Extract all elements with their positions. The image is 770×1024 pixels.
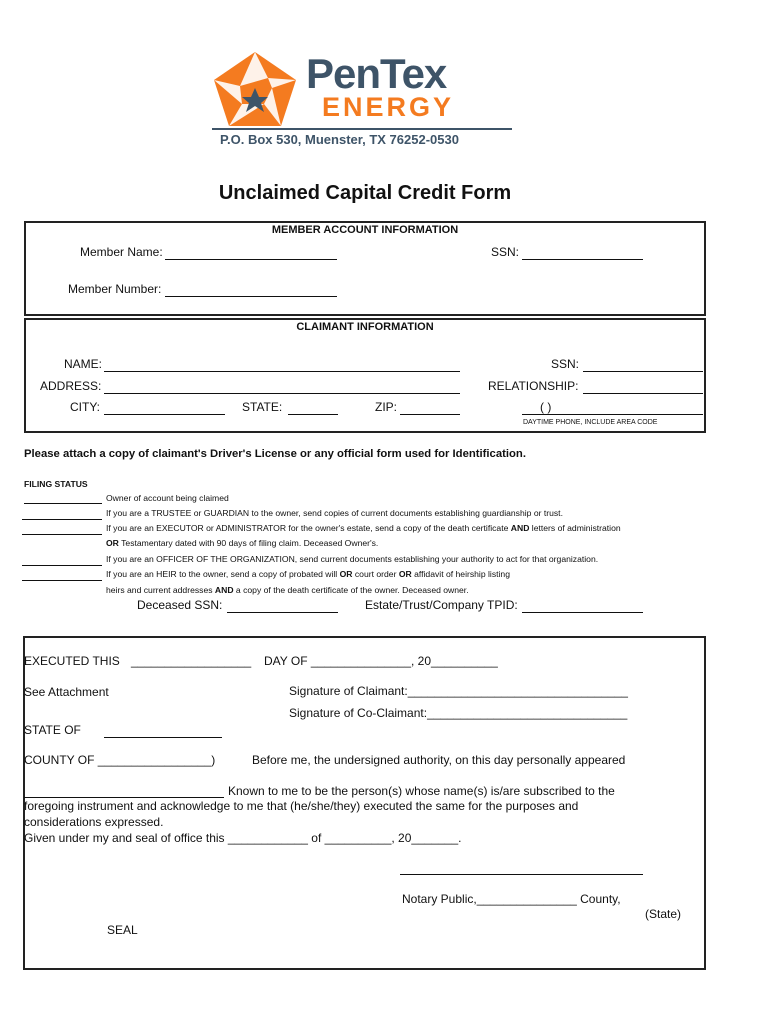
- filing-heir-text-f: heirs and current addresses: [106, 585, 215, 595]
- claimant-state-field[interactable]: [288, 414, 338, 415]
- claimant-phone-caption: DAYTIME PHONE, INCLUDE AREA CODE: [523, 419, 658, 426]
- claimant-city-field[interactable]: [104, 414, 225, 415]
- claimant-name-label: NAME:: [64, 357, 103, 371]
- considerations-text: considerations expressed.: [24, 815, 164, 829]
- known-to-me-text: Known to me to be the person(s) whose name(s) is/are subscribed to the: [228, 784, 615, 798]
- filing-heir-or-2: OR: [398, 569, 412, 579]
- day-of-field[interactable]: DAY OF _______________, 20__________: [264, 654, 498, 668]
- state-of-field[interactable]: [104, 737, 222, 738]
- see-attachment: See Attachment: [24, 685, 109, 699]
- filing-checkline-heir[interactable]: [22, 580, 102, 581]
- filing-heir-text-2: [106, 585, 469, 595]
- claimant-zip-label: ZIP:: [375, 400, 398, 414]
- filing-checkline-owner[interactable]: [24, 503, 102, 504]
- claimant-phone-parens: ( ): [540, 400, 552, 414]
- filing-checkline-officer[interactable]: [22, 565, 102, 566]
- claimant-city-label: CITY:: [70, 400, 101, 414]
- filing-heir-or-1: OR: [339, 569, 353, 579]
- member-number-field[interactable]: [165, 296, 337, 297]
- signature-claimant-field[interactable]: Signature of Claimant:_________________________________: [289, 684, 628, 698]
- claimant-zip-field[interactable]: [400, 414, 460, 415]
- logo-divider: [212, 128, 512, 130]
- claimant-address-field[interactable]: [104, 393, 460, 394]
- claimant-name-field[interactable]: [104, 371, 460, 372]
- notary-signature-line[interactable]: [400, 874, 643, 875]
- member-section-heading: MEMBER ACCOUNT INFORMATION: [271, 224, 459, 236]
- filing-heir-text-c: court order: [352, 569, 399, 579]
- logo-brand-energy: ENERGY: [322, 92, 455, 122]
- filing-heir-text-e: affidavit of heirship listing: [411, 569, 510, 579]
- deceased-ssn-field[interactable]: [227, 612, 338, 613]
- tpid-label: Estate/Trust/Company TPID:: [365, 598, 518, 612]
- claimant-phone-field[interactable]: [522, 414, 703, 415]
- filing-executor-text-2: [106, 538, 378, 548]
- executed-this-blank[interactable]: __________________: [131, 654, 252, 668]
- filing-owner-text: Owner of account being claimed: [106, 493, 229, 503]
- state-of-label: STATE OF: [24, 723, 81, 737]
- appeared-name-field[interactable]: [24, 797, 224, 798]
- claimant-address-label: ADDRESS:: [40, 379, 102, 393]
- member-number-label: Member Number:: [68, 282, 162, 296]
- filing-heir-and: AND: [214, 585, 234, 595]
- before-me-text: Before me, the undersigned authority, on this day personally appeared: [252, 753, 626, 767]
- claimant-section-heading: CLAIMANT INFORMATION: [296, 321, 434, 333]
- attach-notice: Please attach a copy of claimant's Driver's License or any official form used for Identification.: [24, 448, 526, 460]
- foregoing-text: foregoing instrument and acknowledge to me that (he/she/they) executed the same for the purposes and: [24, 799, 579, 813]
- seal-label: SEAL: [107, 923, 138, 937]
- filing-checkline-trustee[interactable]: [22, 519, 102, 520]
- claimant-ssn-label: SSN:: [551, 357, 580, 371]
- filing-executor-text: [106, 523, 621, 533]
- member-ssn-field[interactable]: [522, 259, 643, 260]
- filing-executor-or: OR: [106, 538, 119, 548]
- filing-executor-text-a: If you are an EXECUTOR or ADMINISTRATOR for the owner's estate, send a copy of the death certificate: [106, 523, 511, 533]
- pentex-logo: [210, 48, 520, 148]
- filing-heir-text-a: If you are an HEIR to the owner, send a copy of probated will: [106, 569, 340, 579]
- county-of-field[interactable]: COUNTY OF _________________): [24, 753, 216, 767]
- filing-executor-text-d: Testamentary dated with 90 days of filing claim. Deceased Owner's.: [118, 538, 379, 548]
- claimant-section: [24, 318, 706, 433]
- notary-state-label: (State): [645, 907, 682, 921]
- star-pentagon-icon: [210, 48, 300, 128]
- claimant-ssn-field[interactable]: [583, 371, 703, 372]
- filing-trustee-text: If you are a TRUSTEE or GUARDIAN to the owner, send copies of current documents establishing guardianship or trust.: [106, 508, 563, 518]
- logo-brand-name: PenTex: [306, 50, 447, 97]
- deceased-ssn-label: Deceased SSN:: [137, 598, 223, 612]
- member-name-label: Member Name:: [80, 245, 163, 259]
- claimant-state-label: STATE:: [242, 400, 283, 414]
- claimant-relationship-label: RELATIONSHIP:: [488, 379, 579, 393]
- member-name-field[interactable]: [165, 259, 337, 260]
- given-under-text[interactable]: Given under my and seal of office this ____________ of __________, 20_______.: [24, 831, 462, 845]
- filing-checkline-executor[interactable]: [22, 534, 102, 535]
- executed-this-label: EXECUTED THIS: [24, 654, 120, 668]
- form-title: Unclaimed Capital Credit Form: [218, 182, 512, 204]
- tpid-field[interactable]: [522, 612, 643, 613]
- logo-address: P.O. Box 530, Muenster, TX 76252-0530: [220, 132, 459, 147]
- filing-executor-text-c: letters of administration: [529, 523, 621, 533]
- filing-heir-text: [106, 569, 510, 579]
- signature-coclaimant-field[interactable]: Signature of Co-Claimant:______________________________: [289, 706, 628, 720]
- notary-public-field[interactable]: Notary Public,_______________ County,: [402, 892, 621, 906]
- filing-executor-and: AND: [510, 523, 530, 533]
- filing-status-heading: FILING STATUS: [24, 479, 88, 489]
- claimant-relationship-field[interactable]: [583, 393, 703, 394]
- filing-heir-text-g: a copy of the death certificate of the owner. Deceased owner.: [233, 585, 469, 595]
- filing-officer-text: If you are an OFFICER OF THE ORGANIZATION, send current documents establishing your authority to act for that organization.: [106, 554, 599, 564]
- member-ssn-label: SSN:: [491, 245, 520, 259]
